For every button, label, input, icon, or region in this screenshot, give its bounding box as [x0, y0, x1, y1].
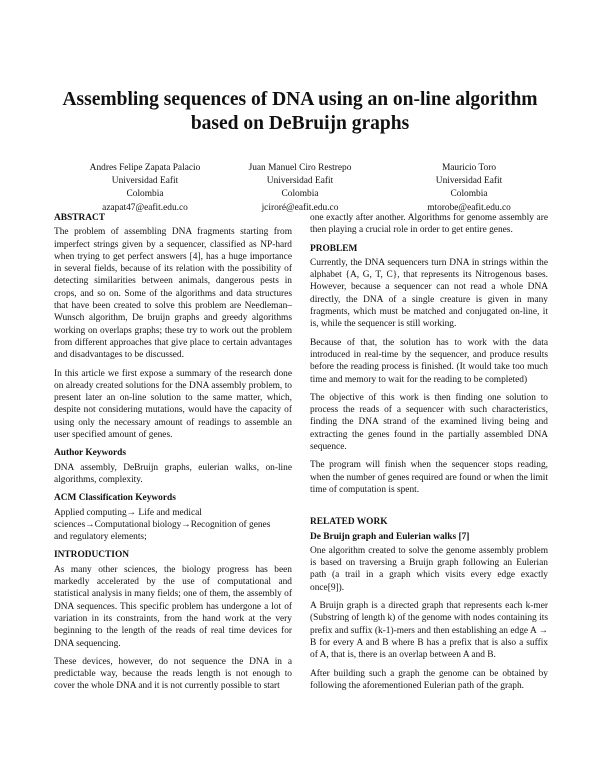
author-email: azapat47@eafit.edu.co [102, 202, 188, 213]
continued-paragraph: one exactly after another. Algorithms for genome assembly are then playing a crucial role in order to get entire genes. [310, 213, 548, 236]
author-email: mtorobe@eafit.edu.co [427, 202, 511, 213]
author-name: Juan Manuel Ciro Restrepo [248, 163, 352, 173]
author-country: Colombia [126, 189, 164, 200]
author-block-3 [384, 162, 554, 215]
author-email: jciroré@eafit.edu.co [261, 202, 339, 213]
keywords-heading: Author Keywords [54, 448, 126, 459]
introduction-heading: INTRODUCTION [54, 550, 130, 561]
related-work-paragraph: A Bruijn graph is a directed graph that represents each k-mer (Substring of length k) of the genome with nodes containing its prefix and suffix (k-1)-mers and then establishing an edge A → B for every A and B where B has a prefix that is also a suffix of A, that is, there is an overlap between A and B. [310, 601, 548, 661]
left-column [54, 212, 292, 699]
abstract-paragraph: In this article we first expose a summary of the research done on already created solutions for the DNA assembly problem, to present later an on-line solution to the same matter, which, despite not considering mutations, would have the capacity of using only the necessary amount of readings to assemble an user specified amount of genes. [54, 368, 292, 441]
problem-paragraph: The objective of this work is then finding one solution to process the reads of a sequencer with such characteristics, finding the DNA strand of the examined living being and extracting the genes found in the partially assembled DNA sequence. [310, 392, 548, 453]
problem-heading: PROBLEM [310, 243, 358, 254]
introduction-paragraph: As many other sciences, the biology progress has been markedly accelerated by the use of computational and statistical analysis in many fields; one of them, the assembly of DNA sequences. This specific problem has undergone a lot of variation in its constraints, from the hand work at the very beginning to the length of the reads of real time devices for DNA sequencing. [54, 564, 292, 649]
author-block-1 [60, 162, 230, 215]
problem-paragraph: Currently, the DNA sequencers turn DNA in strings within the alphabet {A, G, T, C}, that represents its Nitrogenous bases. However, because a sequencer can not read a whole DNA directly, the DNA of a single creature is given in many fragments, which must be matched and conjugated on-line, it is, while the sequencer is still working. [310, 257, 548, 330]
acm-line: sciences→Computational biology→Recognition of genes [54, 519, 271, 530]
introduction-paragraph: These devices, however, do not sequence the DNA in a predictable way, because the reads length is not enough to cover the whole DNA and it is not currently possible to start [54, 656, 292, 692]
related-work-paragraph: One algorithm created to solve the genome assembly problem is based on traversing a Bruijn graph following an Eulerian path (a trail in a graph which visits every edge exactly once[9]). [310, 545, 548, 593]
abstract-heading: ABSTRACT [54, 213, 106, 223]
related-work-paragraph: After building such a graph the genome can be obtained by following the aforementioned Eulerian path of the graph. [310, 668, 548, 691]
author-country: Colombia [450, 189, 488, 200]
author-name: Andres Felipe Zapata Palacio [89, 163, 201, 173]
author-affiliation: Universidad Eafit [435, 176, 503, 187]
author-country: Colombia [281, 189, 319, 200]
abstract-paragraph: The problem of assembling DNA fragments starting from imperfect strings given by a sequencer, classified as NP-hard when trying to get perfect answers [4], has a huge importance in several fields, because of its relation with the possibility of detecting similarities between animals, dangerous pests in crops, and so on. Some of the algorithms and data structures that have been created to solve this problem are Needleman–Wunsch algorithm, De bruijn graphs and greedy algorithms working on overlaps graphs; these try to work out the problem from different approaches that give place to certain advantages and disadvantages to be discussed. [54, 227, 292, 361]
related-work-subheading: De Bruijn graph and Eulerian walks [7] [310, 531, 470, 542]
problem-paragraph: Because of that, the solution has to work with the data introduced in real-time by the sequencer, and produce results before the reading process is finished. (It would take too much time and memory to wait for the reading to be completed) [310, 337, 548, 385]
related-work-heading: RELATED WORK [310, 517, 388, 528]
problem-paragraph: The program will finish when the sequencer stops reading, when the number of genes required are found or when the limit time of computation is spent. [310, 460, 548, 495]
author-name: Mauricio Toro [441, 163, 497, 173]
right-column [310, 212, 548, 698]
paper-title: Assembling sequences of DNA using an on-line algorithm based on DeBruijn graphs [62, 89, 538, 134]
acm-line: Applied computing→ Life and medical [54, 507, 202, 518]
acm-line: and regulatory elements; [54, 532, 147, 543]
author-affiliation: Universidad Eafit [111, 176, 179, 187]
keywords-text: DNA assembly, DeBruijn graphs, eulerian walks, on-line algorithms, complexity. [54, 462, 292, 485]
author-block-2 [215, 162, 385, 215]
author-affiliation: Universidad Eafit [266, 176, 334, 187]
acm-heading: ACM Classification Keywords [54, 493, 176, 504]
